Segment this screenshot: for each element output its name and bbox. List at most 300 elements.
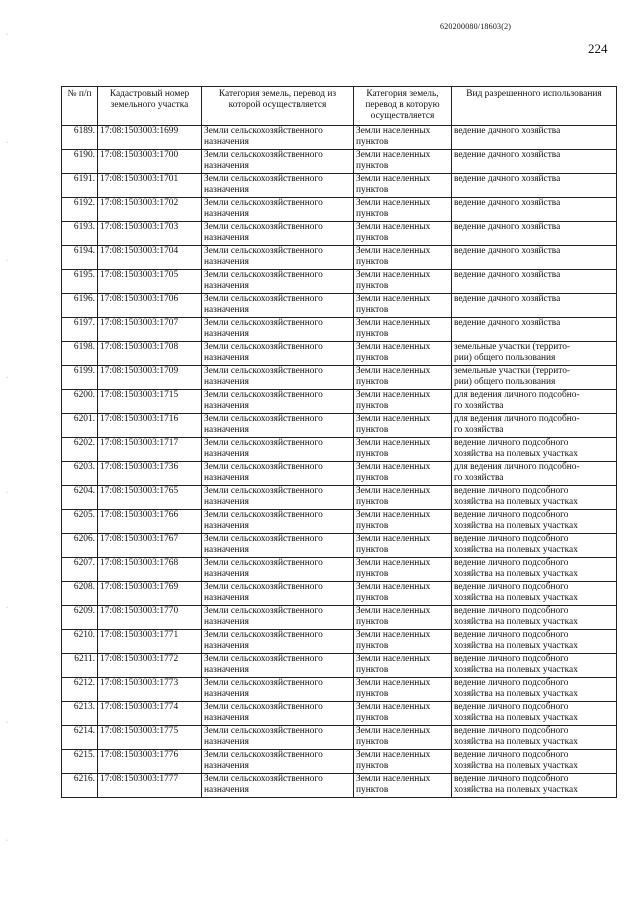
table-row (62, 750, 617, 774)
permitted-use-cell-text: земельные участки (террито- (454, 342, 571, 352)
category-from-cell (202, 774, 354, 798)
category-to-cell-text: Земли населенных (356, 630, 431, 640)
cadastral-number-cell-text: 17:08:1503003:1772 (100, 654, 179, 664)
row-number-cell (62, 774, 98, 798)
permitted-use-cell-text: ведение личного подсобного (454, 510, 569, 520)
category-from-cell (202, 150, 354, 174)
cadastral-number-cell-text: 17:08:1503003:1776 (100, 750, 179, 760)
category-to-cell-text: пунктов (356, 377, 389, 387)
row-number-cell (62, 366, 98, 390)
category-from-cell (202, 246, 354, 270)
category-from-cell-text: назначения (204, 521, 249, 531)
table-row (62, 438, 617, 462)
cadastral-number-cell (98, 678, 202, 702)
category-to-cell (354, 582, 452, 606)
category-to-cell-text: пунктов (356, 137, 389, 147)
table-row (62, 774, 617, 798)
row-number-cell (62, 486, 98, 510)
permitted-use-cell (452, 678, 617, 702)
cadastral-number-cell-text: 17:08:1503003:1768 (100, 558, 179, 568)
cadastral-number-cell-text: 17:08:1503003:1716 (100, 414, 179, 424)
permitted-use-cell (452, 390, 617, 414)
cadastral-number-cell (98, 462, 202, 486)
category-from-cell-text: Земли сельскохозяйственного (204, 702, 323, 712)
category-from-cell (202, 222, 354, 246)
row-number-cell (62, 630, 98, 654)
row-number-cell (62, 174, 98, 198)
table-row (62, 462, 617, 486)
permitted-use-cell-text: рии) общего пользования (454, 377, 556, 387)
category-to-cell-text: Земли населенных (356, 726, 431, 736)
category-to-cell (354, 366, 452, 390)
table-body (62, 126, 617, 798)
cadastral-number-cell (98, 390, 202, 414)
row-number-cell (62, 462, 98, 486)
category-to-cell (354, 702, 452, 726)
permitted-use-cell-text: для ведения личного подсобно- (454, 462, 580, 472)
row-number-cell (62, 270, 98, 294)
table-row (62, 702, 617, 726)
category-from-cell-text: Земли сельскохозяйственного (204, 222, 323, 232)
table-row (62, 726, 617, 750)
row-number-cell-text: 6212. (73, 678, 95, 688)
category-to-cell (354, 342, 452, 366)
category-from-cell-text: назначения (204, 401, 249, 411)
permitted-use-cell-text: ведение личного подсобного (454, 582, 569, 592)
cadastral-number-cell-text: 17:08:1503003:1767 (100, 534, 179, 544)
permitted-use-cell (452, 318, 617, 342)
margin-mark: · (6, 720, 8, 726)
row-number-cell-text: 6201. (73, 414, 95, 424)
permitted-use-cell-text: рии) общего пользования (454, 353, 556, 363)
permitted-use-cell-text: ведение дачного хозяйства (454, 318, 561, 328)
cadastral-number-cell-text: 17:08:1503003:1707 (100, 318, 179, 328)
permitted-use-cell-text: ведение дачного хозяйства (454, 222, 561, 232)
cadastral-number-cell (98, 558, 202, 582)
category-from-cell-text: назначения (204, 761, 249, 771)
category-from-cell-text: назначения (204, 569, 249, 579)
category-to-cell-text: пунктов (356, 713, 389, 723)
permitted-use-cell (452, 654, 617, 678)
category-from-cell-text: Земли сельскохозяйственного (204, 558, 323, 568)
category-to-cell (354, 414, 452, 438)
permitted-use-cell-text: хозяйства на полевых участках (454, 665, 578, 675)
category-to-cell-text: пунктов (356, 209, 389, 219)
permitted-use-cell-text: го хозяйства (454, 473, 504, 483)
permitted-use-cell (452, 270, 617, 294)
category-from-cell (202, 390, 354, 414)
permitted-use-cell-text: ведение личного подсобного (454, 606, 569, 616)
category-to-cell-text: Земли населенных (356, 126, 431, 136)
category-to-cell-text: пунктов (356, 497, 389, 507)
table-row (62, 582, 617, 606)
permitted-use-cell (452, 438, 617, 462)
table-row (62, 510, 617, 534)
cadastral-number-cell (98, 606, 202, 630)
permitted-use-cell-text: го хозяйства (454, 425, 504, 435)
category-from-cell (202, 438, 354, 462)
table-row (62, 558, 617, 582)
table-row (62, 390, 617, 414)
row-number-cell (62, 150, 98, 174)
category-to-cell-text: пунктов (356, 737, 389, 747)
category-from-cell-text: назначения (204, 665, 249, 675)
row-number-cell (62, 390, 98, 414)
permitted-use-cell-text: хозяйства на полевых участках (454, 449, 578, 459)
category-to-cell-text: Земли населенных (356, 150, 431, 160)
margin-mark: · (6, 258, 8, 264)
category-from-cell-text: Земли сельскохозяйственного (204, 174, 323, 184)
row-number-cell (62, 438, 98, 462)
row-number-cell-text: 6205. (73, 510, 95, 520)
category-to-cell-text: Земли населенных (356, 702, 431, 712)
cadastral-number-cell (98, 342, 202, 366)
category-from-cell-text: Земли сельскохозяйственного (204, 726, 323, 736)
category-to-cell-text: пунктов (356, 761, 389, 771)
row-number-cell-text: 6189. (73, 126, 95, 136)
permitted-use-cell (452, 630, 617, 654)
category-from-cell-text: назначения (204, 593, 249, 603)
category-from-cell-text: Земли сельскохозяйственного (204, 750, 323, 760)
permitted-use-cell (452, 462, 617, 486)
category-from-cell (202, 414, 354, 438)
cadastral-number-cell-text: 17:08:1503003:1774 (100, 702, 179, 712)
row-number-cell-text: 6203. (73, 462, 95, 472)
category-from-cell (202, 342, 354, 366)
table-row (62, 222, 617, 246)
permitted-use-cell (452, 582, 617, 606)
category-from-cell (202, 198, 354, 222)
category-to-cell (354, 174, 452, 198)
margin-mark: · (6, 375, 8, 381)
permitted-use-cell-text: ведение личного подсобного (454, 630, 569, 640)
permitted-use-cell-text: го хозяйства (454, 401, 504, 411)
category-to-cell-text: пунктов (356, 353, 389, 363)
cadastral-number-cell-text: 17:08:1503003:1702 (100, 198, 179, 208)
row-number-cell-text: 6214. (73, 726, 95, 736)
category-to-cell-text: пунктов (356, 689, 389, 699)
category-to-cell-text: пунктов (356, 449, 389, 459)
table-row (62, 270, 617, 294)
cadastral-number-cell-text: 17:08:1503003:1773 (100, 678, 179, 688)
cadastral-number-cell-text: 17:08:1503003:1715 (100, 390, 179, 400)
cadastral-number-cell-text: 17:08:1503003:1765 (100, 486, 179, 496)
cadastral-number-cell (98, 750, 202, 774)
page-number: 224 (588, 41, 608, 56)
permitted-use-cell-text: ведение личного подсобного (454, 726, 569, 736)
row-number-cell-text: 6195. (73, 270, 95, 280)
cadastral-number-cell-text: 17:08:1503003:1704 (100, 246, 179, 256)
category-to-cell-text: Земли населенных (356, 438, 431, 448)
category-to-cell (354, 558, 452, 582)
permitted-use-cell (452, 774, 617, 798)
row-number-cell-text: 6199. (73, 366, 95, 376)
category-to-cell (354, 198, 452, 222)
category-to-cell (354, 222, 452, 246)
row-number-cell (62, 654, 98, 678)
cadastral-number-cell-text: 17:08:1503003:1708 (100, 342, 179, 352)
table-row (62, 630, 617, 654)
permitted-use-cell (452, 414, 617, 438)
table-row (62, 534, 617, 558)
category-to-cell-text: Земли населенных (356, 270, 431, 280)
row-number-cell-text: 6206. (73, 534, 95, 544)
category-from-cell (202, 270, 354, 294)
row-number-cell-text: 6197. (73, 318, 95, 328)
permitted-use-cell (452, 174, 617, 198)
category-to-cell-text: пунктов (356, 161, 389, 171)
cadastral-number-cell (98, 726, 202, 750)
category-to-cell-text: пунктов (356, 185, 389, 195)
category-from-cell-text: назначения (204, 185, 249, 195)
category-from-cell-text: назначения (204, 209, 249, 219)
category-to-cell (354, 606, 452, 630)
category-from-cell (202, 318, 354, 342)
category-from-cell-text: назначения (204, 233, 249, 243)
category-from-cell-text: Земли сельскохозяйственного (204, 198, 323, 208)
category-from-cell-text: Земли сельскохозяйственного (204, 342, 323, 352)
cadastral-number-cell (98, 150, 202, 174)
category-to-cell-text: Земли населенных (356, 294, 431, 304)
category-from-cell-text: Земли сельскохозяйственного (204, 438, 323, 448)
category-to-cell-text: пунктов (356, 473, 389, 483)
category-from-cell-text: назначения (204, 713, 249, 723)
cadastral-number-cell-text: 17:08:1503003:1736 (100, 462, 179, 472)
permitted-use-cell-text: ведение дачного хозяйства (454, 150, 561, 160)
permitted-use-cell-text: хозяйства на полевых участках (454, 737, 578, 747)
permitted-use-cell (452, 750, 617, 774)
cadastral-number-cell-text: 17:08:1503003:1703 (100, 222, 179, 232)
row-number-cell (62, 246, 98, 270)
category-to-cell-text: пунктов (356, 641, 389, 651)
row-number-cell (62, 606, 98, 630)
cadastral-number-cell-text: 17:08:1503003:1709 (100, 366, 179, 376)
cadastral-number-cell-text: 17:08:1503003:1777 (100, 774, 179, 784)
permitted-use-cell (452, 726, 617, 750)
row-number-cell-text: 6193. (73, 222, 95, 232)
permitted-use-cell-text: хозяйства на полевых участках (454, 785, 578, 795)
category-to-cell-text: Земли населенных (356, 558, 431, 568)
permitted-use-cell-text: ведение личного подсобного (454, 654, 569, 664)
permitted-use-cell-text: хозяйства на полевых участках (454, 569, 578, 579)
category-to-cell-text: Земли населенных (356, 246, 431, 256)
permitted-use-cell-text: земельные участки (террито- (454, 366, 571, 376)
header-cadastral: Кадастровый номер земельного участка (98, 87, 202, 126)
permitted-use-cell (452, 150, 617, 174)
category-to-cell-text: пунктов (356, 233, 389, 243)
category-to-cell-text: пунктов (356, 401, 389, 411)
row-number-cell (62, 510, 98, 534)
category-from-cell-text: назначения (204, 617, 249, 627)
permitted-use-cell (452, 246, 617, 270)
category-to-cell-text: пунктов (356, 665, 389, 675)
row-number-cell-text: 6208. (73, 582, 95, 592)
category-from-cell-text: Земли сельскохозяйственного (204, 390, 323, 400)
category-from-cell-text: Земли сельскохозяйственного (204, 270, 323, 280)
row-number-cell (62, 558, 98, 582)
cadastral-number-cell (98, 246, 202, 270)
cadastral-number-cell (98, 174, 202, 198)
cadastral-number-cell (98, 198, 202, 222)
category-from-cell (202, 366, 354, 390)
table-row (62, 174, 617, 198)
category-from-cell-text: назначения (204, 329, 249, 339)
category-to-cell-text: Земли населенных (356, 390, 431, 400)
permitted-use-cell-text: ведение дачного хозяйства (454, 270, 561, 280)
cadastral-number-cell (98, 126, 202, 150)
permitted-use-cell-text: ведение личного подсобного (454, 486, 569, 496)
category-to-cell (354, 318, 452, 342)
category-to-cell (354, 486, 452, 510)
category-to-cell-text: Земли населенных (356, 582, 431, 592)
category-to-cell-text: пунктов (356, 593, 389, 603)
permitted-use-cell-text: ведение личного подсобного (454, 558, 569, 568)
category-from-cell (202, 486, 354, 510)
cadastral-number-cell-text: 17:08:1503003:1705 (100, 270, 179, 280)
header-category-from: Категория земель, перевод из которой осуществляется (202, 87, 354, 126)
row-number-cell (62, 534, 98, 558)
row-number-cell (62, 582, 98, 606)
row-number-cell-text: 6204. (73, 486, 95, 496)
cadastral-number-cell (98, 438, 202, 462)
permitted-use-cell-text: ведение личного подсобного (454, 702, 569, 712)
category-from-cell-text: Земли сельскохозяйственного (204, 150, 323, 160)
category-from-cell-text: Земли сельскохозяйственного (204, 582, 323, 592)
table-row (62, 246, 617, 270)
margin-mark: · (6, 32, 8, 38)
category-to-cell (354, 294, 452, 318)
category-to-cell (354, 678, 452, 702)
category-to-cell-text: Земли населенных (356, 678, 431, 688)
permitted-use-cell (452, 366, 617, 390)
row-number-cell-text: 6202. (73, 438, 95, 448)
table-row (62, 318, 617, 342)
permitted-use-cell-text: ведение дачного хозяйства (454, 174, 561, 184)
table-row (62, 414, 617, 438)
category-from-cell-text: назначения (204, 425, 249, 435)
table-row (62, 294, 617, 318)
category-from-cell-text: Земли сельскохозяйственного (204, 414, 323, 424)
category-to-cell-text: Земли населенных (356, 462, 431, 472)
permitted-use-cell (452, 702, 617, 726)
cadastral-number-cell (98, 222, 202, 246)
margin-mark: · (6, 838, 8, 844)
category-from-cell-text: Земли сельскохозяйственного (204, 534, 323, 544)
row-number-cell-text: 6215. (73, 750, 95, 760)
permitted-use-cell (452, 198, 617, 222)
header-category-to: Категория земель, перевод в которую осуществляется (354, 87, 452, 126)
table-row (62, 126, 617, 150)
cadastral-number-cell (98, 582, 202, 606)
row-number-cell-text: 6190. (73, 150, 95, 160)
row-number-cell (62, 126, 98, 150)
table-row (62, 366, 617, 390)
category-from-cell (202, 126, 354, 150)
row-number-cell (62, 702, 98, 726)
category-from-cell (202, 630, 354, 654)
category-from-cell-text: назначения (204, 161, 249, 171)
permitted-use-cell-text: хозяйства на полевых участках (454, 761, 578, 771)
category-to-cell (354, 726, 452, 750)
land-plots-table (61, 86, 617, 798)
table-row (62, 654, 617, 678)
cadastral-number-cell (98, 294, 202, 318)
category-from-cell-text: назначения (204, 497, 249, 507)
cadastral-number-cell (98, 702, 202, 726)
category-to-cell-text: пунктов (356, 257, 389, 267)
permitted-use-cell-text: хозяйства на полевых участках (454, 713, 578, 723)
category-from-cell-text: назначения (204, 305, 249, 315)
category-to-cell-text: Земли населенных (356, 222, 431, 232)
cadastral-number-cell (98, 654, 202, 678)
permitted-use-cell-text: хозяйства на полевых участках (454, 545, 578, 555)
cadastral-number-cell (98, 318, 202, 342)
permitted-use-cell (452, 486, 617, 510)
permitted-use-cell (452, 534, 617, 558)
cadastral-number-cell-text: 17:08:1503003:1766 (100, 510, 179, 520)
category-from-cell (202, 174, 354, 198)
cadastral-number-cell-text: 17:08:1503003:1699 (100, 126, 179, 136)
permitted-use-cell-text: ведение дачного хозяйства (454, 126, 561, 136)
category-to-cell-text: Земли населенных (356, 414, 431, 424)
row-number-cell-text: 6196. (73, 294, 95, 304)
cadastral-number-cell (98, 534, 202, 558)
row-number-cell-text: 6210. (73, 630, 95, 640)
category-to-cell-text: Земли населенных (356, 606, 431, 616)
category-to-cell-text: пунктов (356, 785, 389, 795)
row-number-cell-text: 6211. (74, 654, 95, 664)
category-from-cell (202, 558, 354, 582)
row-number-cell-text: 6209. (73, 606, 95, 616)
header-num: № п/п (62, 87, 98, 126)
category-from-cell (202, 582, 354, 606)
cadastral-number-cell (98, 366, 202, 390)
permitted-use-cell-text: для ведения личного подсобно- (454, 414, 580, 424)
category-to-cell (354, 150, 452, 174)
category-from-cell-text: Земли сельскохозяйственного (204, 462, 323, 472)
row-number-cell (62, 222, 98, 246)
cadastral-number-cell-text: 17:08:1503003:1775 (100, 726, 179, 736)
table-row (62, 198, 617, 222)
cadastral-number-cell-text: 17:08:1503003:1717 (100, 438, 179, 448)
row-number-cell-text: 6191. (73, 174, 95, 184)
category-to-cell-text: Земли населенных (356, 774, 431, 784)
row-number-cell (62, 294, 98, 318)
permitted-use-cell-text: хозяйства на полевых участках (454, 641, 578, 651)
category-from-cell-text: Земли сельскохозяйственного (204, 126, 323, 136)
category-to-cell (354, 774, 452, 798)
category-from-cell (202, 726, 354, 750)
permitted-use-cell-text: хозяйства на полевых участках (454, 521, 578, 531)
category-to-cell-text: Земли населенных (356, 750, 431, 760)
category-from-cell (202, 654, 354, 678)
category-to-cell (354, 126, 452, 150)
category-to-cell (354, 534, 452, 558)
category-to-cell-text: Земли населенных (356, 318, 431, 328)
category-to-cell-text: пунктов (356, 569, 389, 579)
category-to-cell-text: пунктов (356, 329, 389, 339)
permitted-use-cell (452, 222, 617, 246)
margin-mark: · (6, 605, 8, 611)
category-from-cell-text: Земли сельскохозяйственного (204, 630, 323, 640)
permitted-use-cell-text: ведение личного подсобного (454, 534, 569, 544)
permitted-use-cell-text: хозяйства на полевых участках (454, 593, 578, 603)
permitted-use-cell-text: ведение личного подсобного (454, 678, 569, 688)
row-number-cell-text: 6207. (73, 558, 95, 568)
table-row (62, 150, 617, 174)
cadastral-number-cell (98, 414, 202, 438)
row-number-cell (62, 726, 98, 750)
